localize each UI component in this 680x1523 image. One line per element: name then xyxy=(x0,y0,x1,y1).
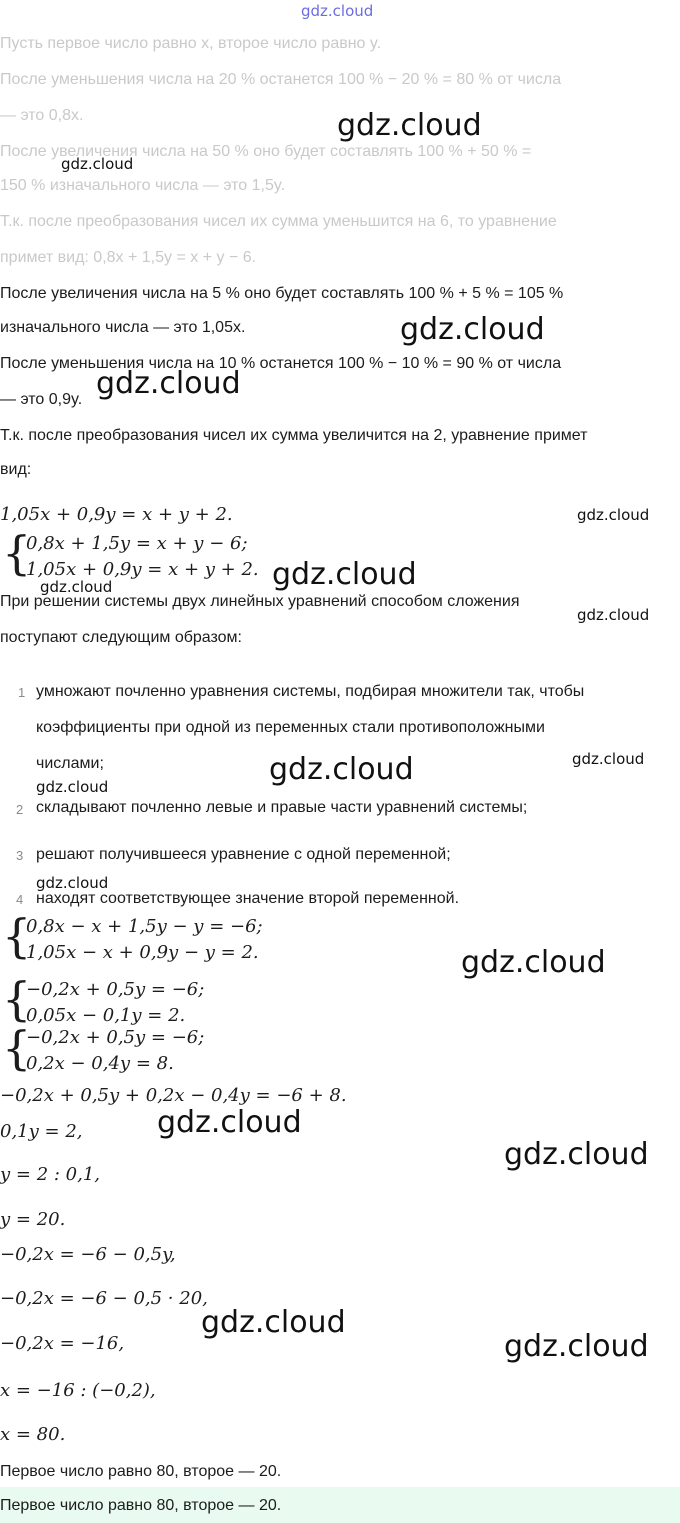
watermark: gdz.cloud xyxy=(400,312,545,347)
equation-step-2: y = 2 : 0,1, xyxy=(0,1164,101,1185)
step-1-line-3: числами; xyxy=(36,755,104,772)
intro-line-3: — это 0,8x. xyxy=(0,107,84,124)
equation-step-1: 0,1y = 2, xyxy=(0,1121,83,1142)
para-2-line-2: — это 0,9y. xyxy=(0,391,83,408)
watermark: gdz.cloud xyxy=(96,366,241,401)
equation-1: 1,05x + 0,9y = x + y + 2. xyxy=(0,504,233,525)
watermark: gdz.cloud xyxy=(40,578,113,596)
intro-line-5: 150 % изначального числа — это 1,5y. xyxy=(0,177,286,194)
system-3-eq-a: −0,2x + 0,5y = −6; xyxy=(26,979,205,1000)
system-4-brace: { xyxy=(2,1021,32,1075)
step-1-line-1: умножают почленно уравнения системы, подбирая множители так, чтобы xyxy=(36,683,585,700)
watermark: gdz.cloud xyxy=(461,945,606,980)
watermark: gdz.cloud xyxy=(269,752,414,787)
watermark: gdz.cloud xyxy=(504,1329,649,1364)
answer-text: Первое число равно 80, второе — 20. xyxy=(0,1497,282,1514)
step-4-number: 4 xyxy=(16,892,24,907)
system-2-brace: { xyxy=(2,909,32,963)
para-1-line-2: изначального числа — это 1,05x. xyxy=(0,319,246,336)
step-3-number: 3 xyxy=(16,848,24,863)
intro-line-7: примет вид: 0,8x + 1,5y = x + y − 6. xyxy=(0,249,257,266)
watermark: gdz.cloud xyxy=(61,155,134,173)
system-4-eq-a: −0,2x + 0,5y = −6; xyxy=(26,1027,205,1048)
equation-step-5: −0,2x = −6 − 0,5 · 20, xyxy=(0,1288,208,1309)
system-4-eq-b: 0,2x − 0,4y = 8. xyxy=(26,1053,174,1074)
watermark: gdz.cloud xyxy=(201,1305,346,1340)
equation-step-4: −0,2x = −6 − 0,5y, xyxy=(0,1244,176,1265)
equation-sum: −0,2x + 0,5y + 0,2x − 0,4y = −6 + 8. xyxy=(0,1085,347,1106)
system-3-brace: { xyxy=(2,972,32,1026)
watermark: gdz.cloud xyxy=(577,506,650,524)
watermark: gdz.cloud xyxy=(36,874,109,892)
equation-step-7: x = −16 : (−0,2), xyxy=(0,1380,156,1401)
system-3-eq-b: 0,05x − 0,1y = 2. xyxy=(26,1005,186,1026)
para-3-line-2: вид: xyxy=(0,461,32,478)
intro-line-2: После уменьшения числа на 20 % останется 100 % − 20 % = 80 % от числа xyxy=(0,71,562,88)
para-2-line-1: После уменьшения числа на 10 % останется 100 % − 10 % = 90 % от числа xyxy=(0,355,562,372)
watermark: gdz.cloud xyxy=(572,750,645,768)
step-3-line-1: решают получившееся уравнение с одной переменной; xyxy=(36,846,451,863)
system-2-eq-a: 0,8x − x + 1,5y − y = −6; xyxy=(26,916,263,937)
intro-line-1: Пусть первое число равно x, второе число равно y. xyxy=(0,35,382,52)
para-3-line-1: Т.к. после преобразования чисел их сумма увеличится на 2, уравнение примет xyxy=(0,427,588,444)
watermark: gdz.cloud xyxy=(504,1137,649,1172)
intro-line-4: После увеличения числа на 50 % оно будет составлять 100 % + 50 % = xyxy=(0,143,532,160)
step-4-line-1: находят соответствующее значение второй переменной. xyxy=(36,890,460,907)
step-2-number: 2 xyxy=(16,802,24,817)
para-4-line-2: поступают следующим образом: xyxy=(0,629,242,646)
system-2-eq-b: 1,05x − x + 0,9y − y = 2. xyxy=(26,942,259,963)
step-1-number: 1 xyxy=(18,685,26,700)
result-line: Первое число равно 80, второе — 20. xyxy=(0,1463,282,1480)
step-2-line-1: складывают почленно левые и правые части уравнений системы; xyxy=(36,799,528,816)
system-1-eq-a: 0,8x + 1,5y = x + y − 6; xyxy=(26,533,248,554)
intro-line-6: Т.к. после преобразования чисел их сумма уменьшится на 6, то уравнение xyxy=(0,213,557,230)
para-4-line-1: При решении системы двух линейных уравнений способом сложения xyxy=(0,593,520,610)
system-1-eq-b: 1,05x + 0,9y = x + y + 2. xyxy=(26,559,259,580)
watermark: gdz.cloud xyxy=(272,557,417,592)
watermark: gdz.cloud xyxy=(36,778,109,796)
step-1-line-2: коэффициенты при одной из переменных стали противоположными xyxy=(36,719,545,736)
watermark: gdz.cloud xyxy=(157,1105,302,1140)
system-1-brace: { xyxy=(2,526,32,580)
watermark: gdz.cloud xyxy=(337,108,482,143)
para-1-line-1: После увеличения числа на 5 % оно будет составлять 100 % + 5 % = 105 % xyxy=(0,285,564,302)
equation-step-8: x = 80. xyxy=(0,1424,66,1445)
equation-step-6: −0,2x = −16, xyxy=(0,1333,125,1354)
equation-step-3: y = 20. xyxy=(0,1209,66,1230)
site-link[interactable]: gdz.cloud xyxy=(301,2,374,20)
watermark: gdz.cloud xyxy=(577,606,650,624)
